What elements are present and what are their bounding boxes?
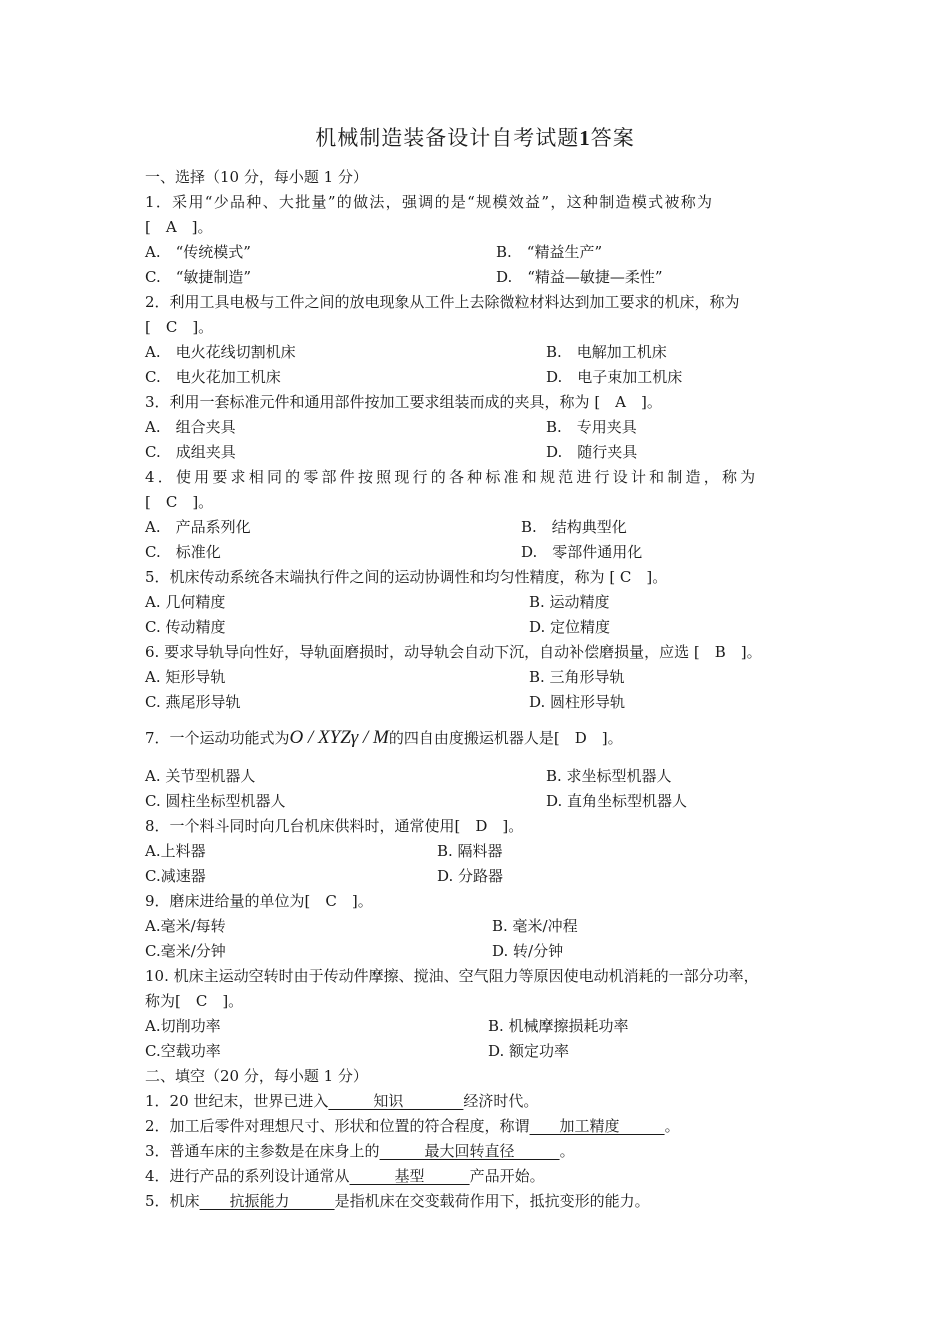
q3-option-b: B. 专用夹具: [546, 418, 637, 436]
section-heading-fill: 二、填空（20 分，每小题 1 分）: [145, 1067, 368, 1085]
q4-option-c: C. 标准化: [145, 543, 221, 561]
q2-option-c: C. 电火花加工机床: [145, 368, 281, 386]
fill-5-suffix: 是指机床在交变载荷作用下，抵抗变形的能力。: [334, 1192, 650, 1210]
q8-option-c: C.减速器: [145, 867, 206, 885]
fill-3: [145, 1142, 575, 1160]
q1-option-b: B. “精益生产”: [496, 243, 603, 261]
question-7: [145, 727, 623, 749]
q9-option-c: C.毫米/分钟: [145, 942, 226, 960]
q1-option-a: A. “传统模式”: [145, 243, 251, 261]
q1-option-c: C. “敏捷制造”: [145, 268, 252, 286]
fill-3-answer: 最大回转直径: [379, 1142, 560, 1160]
q10-option-b: B. 机械摩擦损耗功率: [488, 1017, 629, 1035]
q10-option-d: D. 额定功率: [488, 1042, 570, 1060]
q3-option-a: A. 组合夹具: [145, 418, 236, 436]
q9-option-d: D. 转/分钟: [492, 942, 564, 960]
q6-option-a: A. 矩形导轨: [145, 668, 226, 686]
q5-option-c: C. 传动精度: [145, 618, 226, 636]
question-1-answer: [ A ]。: [145, 218, 213, 236]
question-5: 5．机床传动系统各末端执行件之间的运动协调性和均匀性精度，称为 [ C ]。: [145, 568, 668, 586]
q5-option-b: B. 运动精度: [529, 593, 610, 611]
q7-option-d: D. 直角坐标型机器人: [546, 792, 688, 810]
question-2-answer: [ C ]。: [145, 318, 214, 336]
q7-option-c: C. 圆柱坐标型机器人: [145, 792, 286, 810]
q6-option-c: C. 燕尾形导轨: [145, 693, 241, 711]
q5-option-d: D. 定位精度: [529, 618, 611, 636]
fill-4-answer: 基型: [349, 1167, 470, 1185]
q8-option-a: A.上料器: [145, 842, 206, 860]
page-title: [0, 122, 950, 152]
fill-5-answer: 抗振能力: [199, 1192, 335, 1210]
q4-option-a: A. 产品系列化: [145, 518, 251, 536]
fill-2-answer: 加工精度: [529, 1117, 665, 1135]
fill-1-answer: 知识: [328, 1092, 464, 1110]
q7-option-a: A. 关节型机器人: [145, 767, 256, 785]
question-2: 2．利用工具电极与工件之间的放电现象从工件上去除微粒材料达到加工要求的机床，称为: [145, 293, 740, 311]
question-7-prefix: 7．一个运动功能式为: [145, 729, 290, 747]
fill-4: [145, 1167, 545, 1185]
question-4: 4．使用要求相同的零部件按照现行的各种标准和规范进行设计和制造，称为: [145, 468, 759, 486]
fill-1-suffix: 经济时代。: [463, 1092, 539, 1110]
fill-2-suffix: 。: [664, 1117, 680, 1135]
q6-option-d: D. 圆柱形导轨: [529, 693, 626, 711]
q9-option-a: A.毫米/每转: [145, 917, 226, 935]
title-text: 机械制造装备设计自考试题: [315, 126, 580, 150]
question-7-suffix: 的四自由度搬运机器人是[ D ]。: [388, 729, 623, 747]
q7-option-b: B. 求坐标型机器人: [546, 767, 672, 785]
fill-3-suffix: 。: [559, 1142, 575, 1160]
title-suffix: 答案: [590, 126, 635, 150]
title-number: 1: [579, 126, 591, 150]
q4-option-d: D. 零部件通用化: [521, 543, 643, 561]
fill-4-suffix: 产品开始。: [469, 1167, 545, 1185]
fill-2: [145, 1117, 680, 1135]
question-6: 6. 要求导轨导向性好，导轨面磨损时，动导轨会自动下沉，自动补偿磨损量，应选 [ B ]。: [145, 643, 762, 661]
q2-option-d: D. 电子束加工机床: [546, 368, 683, 386]
fill-5: [145, 1192, 650, 1210]
q1-option-d: D. “精益—敏捷—柔性”: [496, 268, 663, 286]
question-4-answer: [ C ]。: [145, 493, 214, 511]
fill-3-prefix: 3．普通车床的主参数是在床身上的: [145, 1142, 380, 1160]
q9-option-b: B. 毫米/冲程: [492, 917, 578, 935]
q2-option-b: B. 电解加工机床: [546, 343, 667, 361]
q10-option-a: A.切削功率: [145, 1017, 221, 1035]
q3-option-d: D. 随行夹具: [546, 443, 638, 461]
question-3: 3．利用一套标准元件和通用部件按加工要求组装而成的夹具，称为 [ A ]。: [145, 393, 662, 411]
fill-2-prefix: 2．加工后零件对理想尺寸、形状和位置的符合程度，称谓: [145, 1117, 530, 1135]
question-8: 8．一个料斗同时向几台机床供料时，通常使用[ D ]。: [145, 817, 524, 835]
question-10-continuation: 称为[ C ]。: [145, 992, 244, 1010]
fill-4-prefix: 4．进行产品的系列设计通常从: [145, 1167, 350, 1185]
motion-function-formula: O / XYZγ / M: [289, 727, 389, 748]
q6-option-b: B. 三角形导轨: [529, 668, 625, 686]
q3-option-c: C. 成组夹具: [145, 443, 236, 461]
q5-option-a: A. 几何精度: [145, 593, 226, 611]
question-1: 1．采用“少品种、大批量”的做法，强调的是“规模效益”，这种制造模式被称为: [145, 193, 714, 211]
fill-5-prefix: 5．机床: [145, 1192, 200, 1210]
q2-option-a: A. 电火花线切割机床: [145, 343, 296, 361]
fill-1-prefix: 1．20 世纪末，世界已进入: [145, 1092, 329, 1110]
section-heading-choice: 一、选择（10 分，每小题 1 分）: [145, 168, 368, 186]
question-10: 10. 机床主运动空转时由于传动件摩擦、搅油、空气阻力等原因使电动机消耗的一部分功率，: [145, 967, 759, 985]
question-9: 9．磨床进给量的单位为[ C ]。: [145, 892, 373, 910]
q8-option-b: B. 隔料器: [437, 842, 503, 860]
q4-option-b: B. 结构典型化: [521, 518, 627, 536]
q10-option-c: C.空载功率: [145, 1042, 221, 1060]
fill-1: [145, 1092, 538, 1110]
q8-option-d: D. 分路器: [437, 867, 504, 885]
